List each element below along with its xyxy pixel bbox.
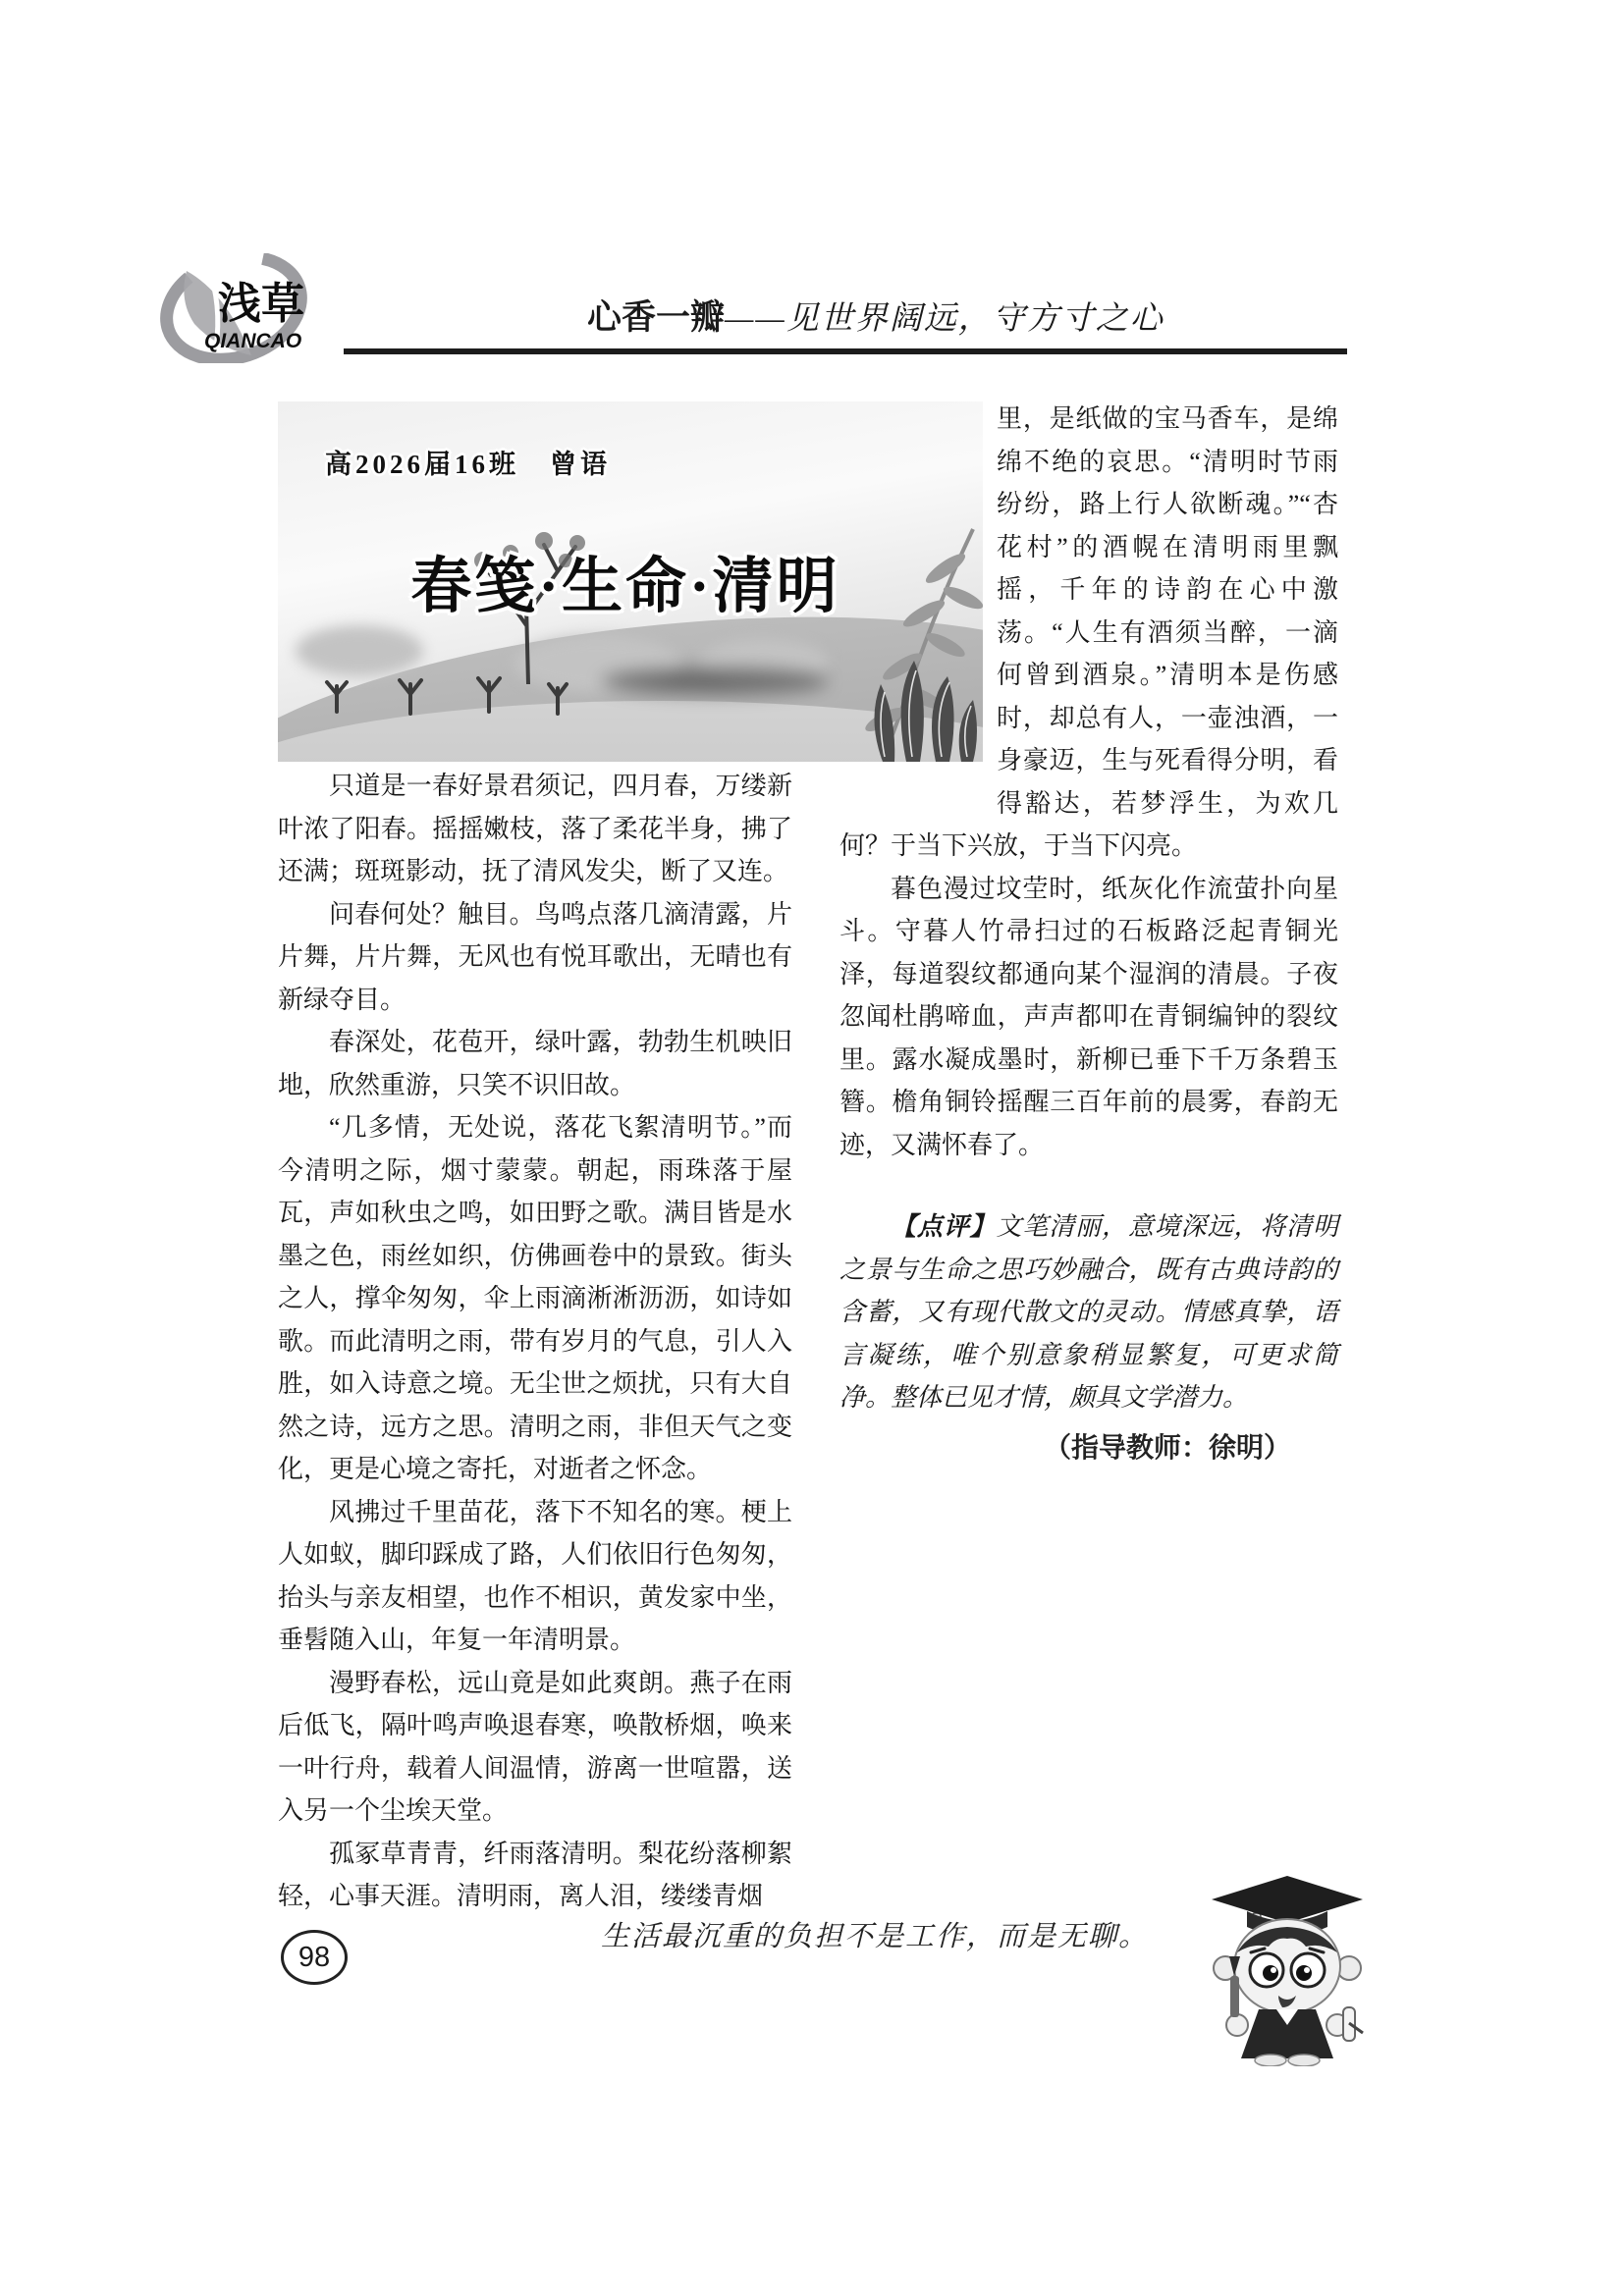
mascot-graphic — [1200, 1870, 1375, 2066]
left-column — [278, 765, 792, 1918]
footer-quote: 生活最沉重的负担不是工作，而是无聊。 — [601, 1921, 1150, 1952]
review-text — [839, 1205, 1338, 1419]
sprout-illustration — [317, 647, 612, 716]
paragraph: 风拂过千里苗花，落下不知名的寒。梗上人如蚁，脚印踩成了路，人们依旧行色匆匆，抬头与亲友相望，也作不相识，黄发家中坐，垂髫随入山，年复一年清明景。 — [278, 1497, 792, 1654]
paragraph: 问春何处？触目。鸟鸣点落几滴清露，片片舞，片片舞，无风也有悦耳歌出，无晴也有新绿夺目。 — [278, 899, 792, 1014]
teacher-credit: （指导教师：徐明） — [1043, 1431, 1291, 1463]
paragraph: 暮色漫过坟茔时，纸灰化作流萤扑向星斗。守暮人竹帚扫过的石板路泛起青铜光泽，每道裂纹都通向某个湿润的清晨。子夜忽闻杜鹃啼血，声声都叩在青铜编钟的裂纹里。露水凝成墨时，新柳已垂下千万条碧玉簪。檐角铜铃摇醒三百年前的晨雾，春韵无迹，又满怀春了。 — [839, 874, 1338, 1159]
section-title-rest: ——见世界阔远，守方寸之心 — [725, 301, 1164, 337]
qiancao-logo — [157, 253, 353, 363]
section-title-bold: 心香一瓣 — [587, 298, 726, 337]
mascot-graduate-baby — [1200, 1870, 1375, 2066]
paragraph: “几多情，无处说，落花飞絮清明节。”而今清明之际，烟寸蒙蒙。朝起，雨珠落于屋瓦，声如秋虫之鸣，如田野之歌。满目皆是水墨之色，雨丝如织，仿佛画卷中的景致。街头之人，撑伞匆匆，伞上雨滴淅淅沥沥，如诗如歌。而此清明之雨，带有岁月的气息，引人入胜，如入诗意之境。无尘世之烦扰，只有大自然之诗，远方之思。清明之雨，非但天气之变化，更是心境之寄托，对逝者之怀念。 — [278, 1113, 792, 1483]
review-label: 【点评】 — [891, 1212, 997, 1241]
paragraph: 孤冢草青青，纤雨落清明。梨花纷落柳絮轻，心事天涯。清明雨，离人泪，缕缕青烟 — [278, 1839, 792, 1910]
qiancao-logo-graphic — [157, 253, 353, 363]
paragraph-continuation: 里，是纸做的宝马香车，是绵绵不绝的哀思。“清明时节雨纷纷，路上行人欲断魂。”“杏花村”的酒幌在清明雨里飘摇，千年的诗韵在心中激荡。“人生有酒须当醉，一滴何曾到酒泉。”清明本是伤感时，却总有人，一壶浊酒，一身豪迈，生与死看得分明，看得豁达，若梦浮生，为欢几何？于当下兴放，于当下闪亮。 — [839, 404, 1338, 860]
paragraph: 漫野春松，远山竟是如此爽朗。燕子在雨后低飞，隔叶鸣声唤退春寒，唤散桥烟，唤来一叶行舟，载着人间温情，游离一世喧嚣，送入另一个尘埃天堂。 — [278, 1668, 792, 1825]
logo-cn-text: 浅草 — [218, 280, 304, 328]
review-body: 文笔清丽，意境深远，将清明之景与生命之思巧妙融合，既有古典诗韵的含蓄，又有现代散文的灵动。情感真挚，语言凝练，唯个别意象稍显繁复，可更求简净。整体已见才情，颇具文学潜力。 — [839, 1212, 1338, 1412]
banner-gap-spacer — [839, 398, 997, 782]
right-column — [839, 398, 1338, 1469]
paragraph: 只道是一春好景君须记，四月春，万缕新叶浓了阳春。摇摇嫩枝，落了柔花半身，拂了还满；斑斑影动，抚了清风发尖，断了又连。 — [278, 772, 792, 885]
header-rule — [344, 348, 1347, 354]
section-title — [587, 291, 1164, 340]
banner-byline: 高2026届16班 曾语 — [325, 450, 611, 479]
paragraph: 春深处，花苞开，绿叶露，勃勃生机映旧地，欣然重游，只笑不识旧故。 — [278, 1028, 792, 1099]
logo-en-text: QIANCAO — [204, 330, 302, 352]
page-number-value: 98 — [298, 1941, 331, 1973]
review-block — [839, 1205, 1338, 1469]
page-number — [281, 1930, 348, 1985]
banner-title: 春笺·生命·清明 — [410, 554, 840, 620]
